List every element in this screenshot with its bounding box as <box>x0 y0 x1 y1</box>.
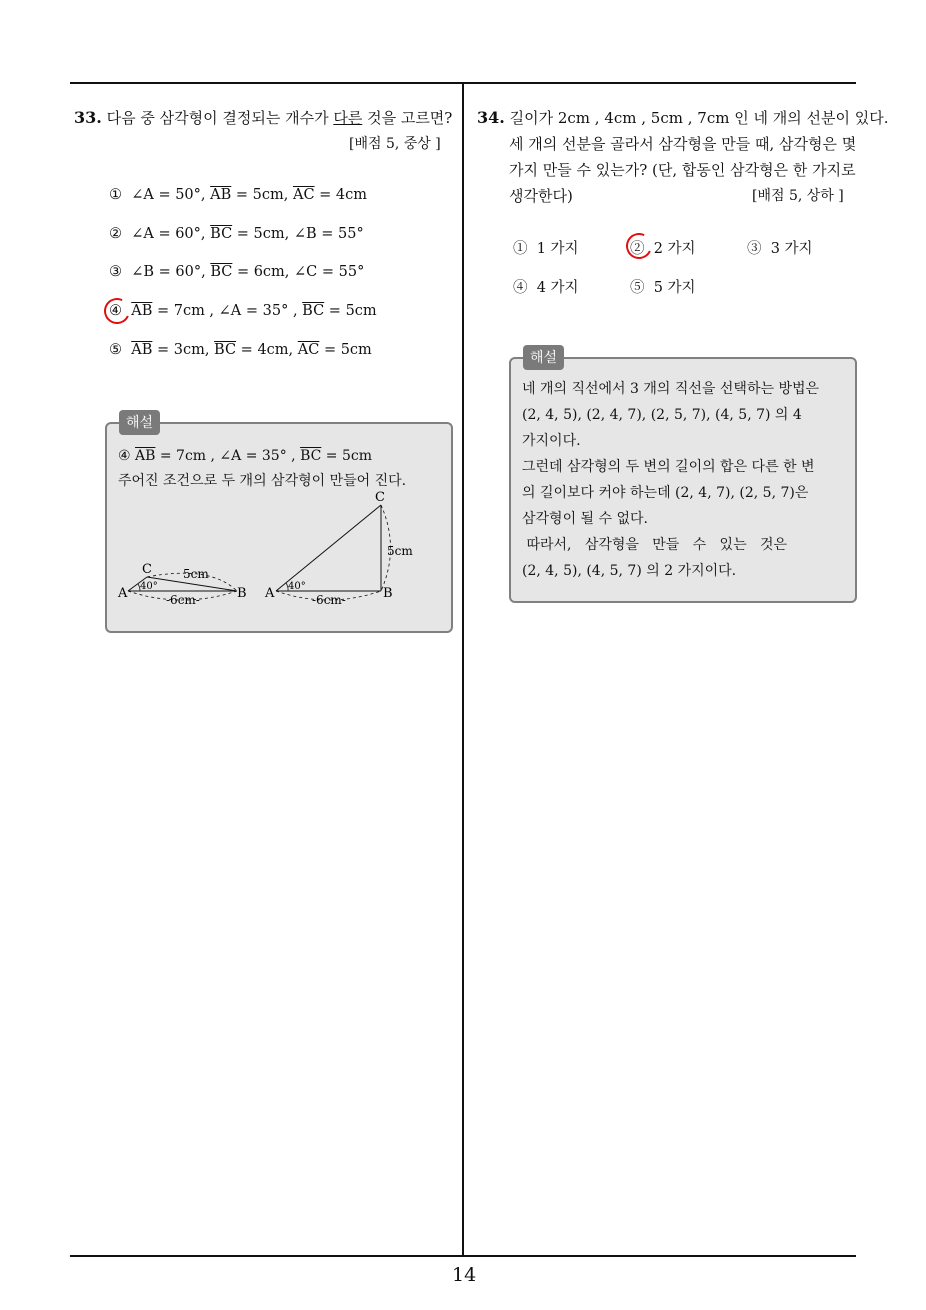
option-label: ③ <box>109 264 122 280</box>
q34-text: 길이가 2cm , 4cm , 5cm , 7cm 인 네 개의 선분이 있다. <box>509 109 889 127</box>
q33-option-3[interactable] <box>109 264 364 280</box>
q34-option-4[interactable] <box>513 276 579 297</box>
option-text: = 5cm <box>324 303 377 319</box>
option-text: = 4cm, <box>236 342 298 358</box>
column-divider <box>462 82 464 1257</box>
option-text: = 6cm, ∠C = 55° <box>232 264 365 280</box>
q33-stem <box>74 105 452 131</box>
q34-stem-line2: 세 개의 선분을 골라서 삼각형을 만들 때, 삼각형은 몇 <box>509 135 857 153</box>
fig1-vertex-a: A <box>118 586 128 601</box>
option-label: ② <box>630 241 645 257</box>
q33-option-5[interactable] <box>109 342 372 358</box>
segment-bc: $\overline{BC}$ <box>214 342 237 358</box>
q33-solution-line2: 주어진 조건으로 두 개의 삼각형이 만들어 진다. <box>118 473 407 489</box>
q33-number: 33. <box>74 108 102 127</box>
q34-number: 34. <box>477 108 505 127</box>
fig1-side-label: 5cm <box>183 567 209 581</box>
segment-ac: $\overline{AC}$ <box>292 187 315 203</box>
option-label: ① <box>513 241 528 257</box>
q33-solution-line1 <box>118 443 372 469</box>
q34-solution-line: (2, 4, 5), (4, 5, 7) 의 2 가지이다. <box>522 563 737 579</box>
answer-circle-mark <box>100 294 133 327</box>
q33-option-4[interactable] <box>109 303 377 319</box>
q34-solution-line: 의 길이보다 커야 하는데 (2, 4, 7), (2, 5, 7)은 <box>522 485 809 501</box>
option-label: ④ <box>109 303 122 319</box>
q33-triangle-figures <box>110 485 430 615</box>
segment-ab: $\overline{AB}$ <box>131 303 153 319</box>
segment-ab: $\overline{AB}$ <box>210 187 232 203</box>
q34-solution-line: 가지이다. <box>522 433 581 449</box>
q34-option-1[interactable] <box>513 237 579 258</box>
option-text: = 5cm <box>319 342 372 358</box>
option-label: ⑤ <box>109 342 122 358</box>
option-text: 1 가지 <box>536 241 579 257</box>
option-text: 5 가지 <box>653 280 696 296</box>
segment-ab: $\overline{AB}$ <box>131 342 153 358</box>
q33-meta: [배점 5, 중상 ] <box>349 136 441 152</box>
q34-stem-line4: 생각한다) <box>509 187 573 205</box>
page-number: 14 <box>452 1264 477 1286</box>
option-label: ② <box>109 226 122 242</box>
fig1-angle-label: 40° <box>140 581 158 592</box>
fig2-vertex-c: C <box>375 490 385 505</box>
triangle-figure-1 <box>117 562 247 607</box>
fig1-base-label: -6cm- <box>166 593 200 607</box>
q34-solution-line: 삼각형이 될 수 없다. <box>522 511 648 527</box>
option-text: = 7cm , ∠A = 35° , <box>152 303 303 319</box>
fig2-vertex-b: B <box>383 586 393 601</box>
option-text: ∠B = 60°, <box>131 264 211 280</box>
bottom-rule <box>70 1255 856 1257</box>
option-label: ⑤ <box>630 280 645 296</box>
solution-text: = 7cm , ∠A = 35° , <box>155 448 301 464</box>
q33-option-1[interactable] <box>109 187 367 203</box>
option-text: ∠A = 60°, <box>131 226 211 242</box>
q34-solution-line: 따라서, 삼각형을 만들 수 있는 것은 <box>522 537 787 553</box>
option-text: = 5cm, ∠B = 55° <box>232 226 364 242</box>
q33-text-pre: 다음 중 삼각형이 결정되는 개수가 <box>106 109 334 127</box>
fig2-vertex-a: A <box>265 586 275 601</box>
option-label: ④ <box>513 280 528 296</box>
segment-bc: $\overline{BC}$ <box>300 448 322 464</box>
q33-solution-badge: 해설 <box>119 410 160 435</box>
option-label: ① <box>109 187 122 203</box>
q34-option-5[interactable] <box>630 276 696 297</box>
segment-ab: $\overline{AB}$ <box>135 448 156 464</box>
fig1-vertex-c: C <box>142 562 152 577</box>
q33-option-2[interactable] <box>109 226 364 242</box>
solution-text: = 5cm <box>321 448 372 464</box>
option-text: 2 가지 <box>653 241 696 257</box>
q33-text-underlined: 다른 <box>333 109 363 127</box>
q34-meta: [배점 5, 상하 ] <box>752 188 844 204</box>
option-text: ∠A = 50°, <box>131 187 211 203</box>
q33-text-post: 것을 고르면? <box>362 109 453 127</box>
q34-solution-line: (2, 4, 5), (2, 4, 7), (2, 5, 7), (4, 5, 7) 의 4 <box>522 407 802 423</box>
segment-bc: $\overline{BC}$ <box>302 303 325 319</box>
option-label: ③ <box>747 241 762 257</box>
option-text: = 3cm, <box>152 342 215 358</box>
option-text: 3 가지 <box>770 241 813 257</box>
fig2-angle-label: 40° <box>288 581 306 592</box>
option-text: 4 가지 <box>536 280 579 296</box>
q34-solution-line: 그런데 삼각형의 두 변의 길이의 합은 다른 한 변 <box>522 459 815 475</box>
q34-stem-line3: 가지 만들 수 있는가? (단, 합동인 삼각형은 한 가지로 <box>509 161 856 179</box>
segment-bc: $\overline{BC}$ <box>210 226 233 242</box>
q34-solution-line: 네 개의 직선에서 3 개의 직선을 선택하는 방법은 <box>522 381 820 397</box>
segment-ac: $\overline{AC}$ <box>297 342 320 358</box>
option-text: = 5cm, <box>231 187 293 203</box>
q34-option-3[interactable] <box>747 237 813 258</box>
fig2-base-label: -6cm- <box>312 593 346 607</box>
option-text: = 4cm <box>314 187 368 203</box>
fig2-side-label: 5cm <box>387 544 413 558</box>
segment-bc: $\overline{BC}$ <box>210 264 233 280</box>
q34-stem-line1 <box>477 105 888 131</box>
solution-text: ④ <box>118 448 136 464</box>
q34-solution-badge: 해설 <box>523 345 564 370</box>
triangle-figure-2 <box>264 490 413 607</box>
fig1-vertex-b: B <box>237 586 247 601</box>
